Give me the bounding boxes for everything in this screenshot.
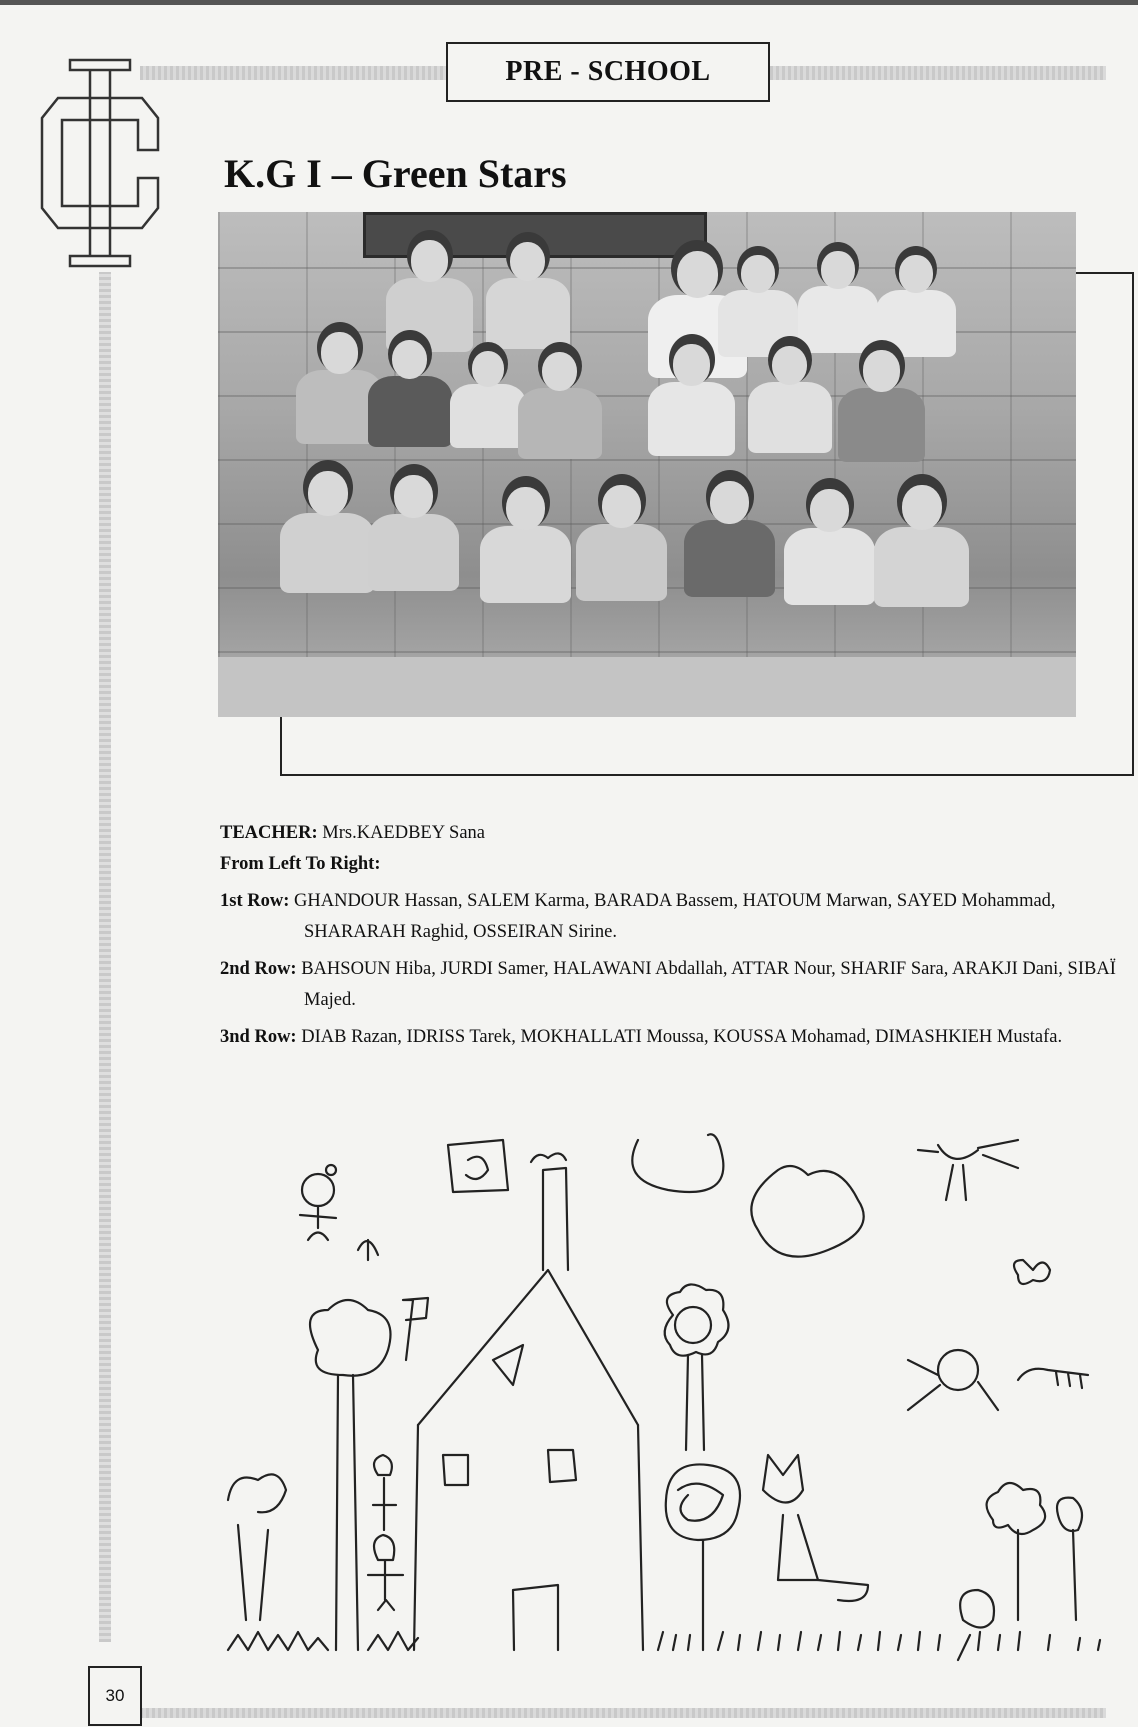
row-2 [220, 954, 1120, 1016]
frame-line-right [1132, 272, 1134, 776]
face [394, 475, 432, 518]
page-number: 30 [88, 1666, 142, 1726]
child-figure [838, 340, 925, 496]
frame-line-bottom [280, 774, 1134, 776]
cp-monogram-icon [34, 58, 166, 268]
ground [218, 657, 1076, 717]
shirt [648, 382, 735, 456]
class-title: K.G I – Green Stars [224, 151, 567, 196]
row-names: GHANDOUR Hassan, SALEM Karma, BARADA Bassem, HATOUM Marwan, SAYED Mohammad, SHARARAH Raghid, OSSEIRAN Sirine. [294, 891, 1056, 942]
grass-icon [368, 1632, 418, 1650]
person-icon [958, 1590, 994, 1660]
child-figure [450, 342, 526, 478]
row-1 [220, 886, 1120, 948]
side-band [99, 272, 111, 1642]
grass-icon [228, 1632, 328, 1650]
footer-band [140, 1708, 1106, 1718]
child-figure [576, 474, 667, 637]
row-names: DIAB Razan, IDRISS Tarek, MOKHALLATI Moussa, KOUSSA Mohamad, DIMASHKIEH Mustafa. [301, 1027, 1063, 1047]
child-figure [368, 330, 452, 480]
section-label: PRE - SCHOOL [446, 42, 770, 102]
shirt [280, 513, 375, 593]
face [899, 255, 933, 293]
face [321, 332, 358, 373]
face [810, 489, 848, 532]
row-label: 1st Row: [220, 891, 290, 911]
shirt [838, 388, 925, 462]
child-figure [874, 474, 969, 644]
butterfly-icon [1014, 1260, 1050, 1284]
child-figure [518, 342, 602, 492]
child-figure [480, 476, 571, 639]
shirt [368, 376, 452, 446]
face [772, 346, 807, 386]
person-icon [908, 1350, 998, 1410]
shirt [576, 524, 667, 601]
shirt [784, 528, 875, 605]
face [821, 251, 855, 289]
class-photo [218, 212, 1076, 717]
row-label: 3nd Row: [220, 1027, 297, 1047]
shirt [684, 520, 775, 597]
grass-icon [658, 1632, 1100, 1650]
teacher-label: TEACHER: [220, 823, 318, 843]
tree-icon [228, 1474, 286, 1620]
row-3 [220, 1022, 1120, 1053]
face [677, 251, 719, 298]
child-figure [684, 470, 775, 633]
order-label: From Left To Right: [220, 854, 381, 874]
shirt [480, 526, 571, 603]
teacher-name: Mrs.KAEDBEY Sana [322, 823, 485, 843]
flower-icon [987, 1483, 1082, 1620]
face [308, 471, 348, 516]
person-icon [368, 1535, 403, 1610]
face [542, 352, 577, 392]
shirt [368, 514, 459, 591]
face [411, 240, 448, 281]
person-icon [300, 1165, 378, 1260]
shirt [748, 382, 832, 452]
shirt [486, 278, 570, 348]
teacher-line [220, 818, 1120, 849]
frame-line-top [1076, 272, 1134, 274]
caterpillar-icon [1018, 1369, 1088, 1388]
shirt [518, 388, 602, 458]
face [673, 344, 710, 385]
face [392, 340, 427, 380]
child-figure [368, 464, 459, 627]
face [510, 242, 545, 282]
flower-icon [373, 1455, 396, 1530]
face [863, 350, 900, 391]
flag-icon [403, 1298, 428, 1360]
shirt [450, 384, 526, 448]
picture-icon [448, 1140, 508, 1192]
caption [220, 818, 1120, 1053]
face [710, 481, 748, 524]
sun-icon [918, 1140, 1018, 1200]
house-icon [414, 1153, 643, 1650]
face [602, 485, 640, 528]
child-figure [748, 336, 832, 486]
face [902, 485, 942, 530]
child-figure [280, 460, 375, 630]
shirt [874, 527, 969, 607]
face [741, 255, 775, 293]
child-figure [648, 334, 735, 490]
cat-icon [763, 1455, 868, 1601]
child-figure [784, 478, 875, 641]
top-rule [0, 0, 1138, 5]
face [506, 487, 544, 530]
scribble-icon [666, 1464, 740, 1650]
cloud-icon [632, 1134, 723, 1192]
flower-icon [665, 1284, 729, 1450]
child-drawing [218, 1120, 1118, 1670]
face [472, 351, 504, 387]
cloud-icon [751, 1166, 863, 1257]
row-names: BAHSOUN Hiba, JURDI Samer, HALAWANI Abdallah, ATTAR Nour, SHARIF Sara, ARAKJI Dani, SIBAÏ Majed. [301, 959, 1116, 1010]
frame-line-left [280, 717, 282, 776]
row-label: 2nd Row: [220, 959, 297, 979]
